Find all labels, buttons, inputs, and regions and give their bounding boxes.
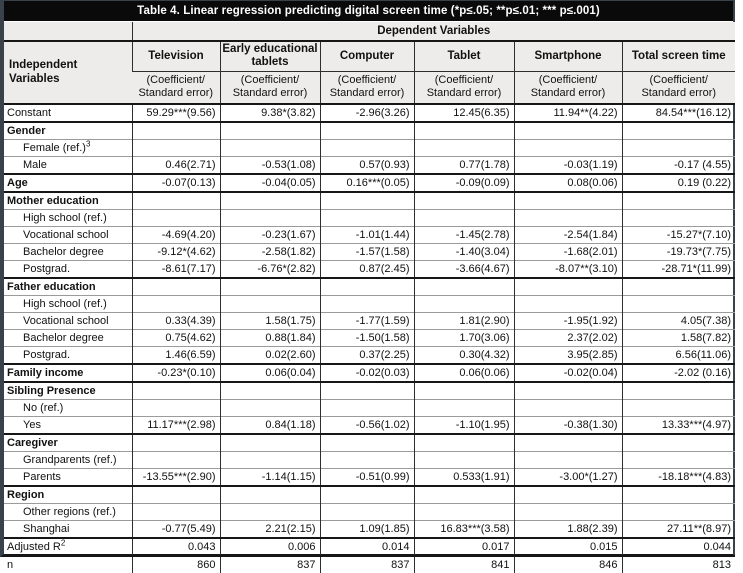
value-cell — [514, 434, 622, 452]
value-cell — [220, 504, 320, 521]
value-cell — [414, 504, 514, 521]
value-cell — [220, 140, 320, 157]
row-label: n — [4, 556, 132, 573]
value-cell: -19.73*(7.75) — [622, 244, 735, 261]
row-label: Postgrad. — [4, 347, 132, 365]
column-header-television: Television — [132, 41, 220, 71]
table-row — [4, 261, 735, 279]
value-cell: 3.95(2.85) — [514, 347, 622, 365]
value-cell — [414, 278, 514, 296]
value-cell — [220, 296, 320, 313]
value-cell — [320, 486, 414, 504]
coefficient-subheader: (Coefficient/ Standard error) — [514, 71, 622, 104]
value-cell — [622, 452, 735, 469]
value-cell: -0.38(1.30) — [514, 417, 622, 435]
value-cell: 837 — [320, 556, 414, 573]
value-cell: -1.45(2.78) — [414, 227, 514, 244]
value-cell: 0.006 — [220, 538, 320, 556]
value-cell: -0.23*(0.10) — [132, 364, 220, 382]
value-cell — [220, 382, 320, 400]
value-cell — [320, 140, 414, 157]
row-label: Gender — [4, 122, 132, 140]
value-cell: -0.53(1.08) — [220, 157, 320, 175]
value-cell: 846 — [514, 556, 622, 573]
row-label: Parents — [4, 469, 132, 487]
value-cell: -13.55***(2.90) — [132, 469, 220, 487]
row-label-superscript: 2 — [60, 538, 66, 548]
value-cell — [414, 486, 514, 504]
row-label: Mother education — [4, 192, 132, 210]
row-label: Vocational school — [4, 227, 132, 244]
row-label: Grandparents (ref.) — [4, 452, 132, 469]
row-label: Sibling Presence — [4, 382, 132, 400]
table-row — [4, 244, 735, 261]
table-row — [4, 556, 735, 573]
value-cell: -0.07(0.13) — [132, 174, 220, 192]
value-cell: 860 — [132, 556, 220, 573]
value-cell: -9.12*(4.62) — [132, 244, 220, 261]
value-cell — [622, 434, 735, 452]
row-label: Age — [4, 174, 132, 192]
value-cell — [220, 486, 320, 504]
value-cell: -0.77(5.49) — [132, 521, 220, 539]
value-cell: 837 — [220, 556, 320, 573]
value-cell — [514, 192, 622, 210]
value-cell — [132, 382, 220, 400]
value-cell — [514, 278, 622, 296]
value-cell — [622, 382, 735, 400]
value-cell — [132, 400, 220, 417]
value-cell: 813 — [622, 556, 735, 573]
value-cell — [514, 486, 622, 504]
value-cell: -0.09(0.09) — [414, 174, 514, 192]
value-cell — [132, 486, 220, 504]
value-cell: -3.00*(1.27) — [514, 469, 622, 487]
value-cell: -0.04(0.05) — [220, 174, 320, 192]
value-cell: 0.06(0.06) — [414, 364, 514, 382]
value-cell — [514, 452, 622, 469]
table-row — [4, 486, 735, 504]
value-cell — [622, 278, 735, 296]
value-cell — [132, 122, 220, 140]
value-cell: 0.46(2.71) — [132, 157, 220, 175]
value-cell: -2.02 (0.16) — [622, 364, 735, 382]
value-cell — [132, 192, 220, 210]
value-cell: -8.07**(3.10) — [514, 261, 622, 279]
value-cell — [514, 382, 622, 400]
value-cell: 0.533(1.91) — [414, 469, 514, 487]
value-cell — [514, 210, 622, 227]
value-cell — [414, 122, 514, 140]
value-cell: -0.17 (4.55) — [622, 157, 735, 175]
row-label: Other regions (ref.) — [4, 504, 132, 521]
value-cell: -2.58(1.82) — [220, 244, 320, 261]
row-label: Family income — [4, 364, 132, 382]
value-cell — [320, 192, 414, 210]
value-cell: 4.05(7.38) — [622, 313, 735, 330]
value-cell — [320, 278, 414, 296]
table-row — [4, 400, 735, 417]
value-cell: 1.58(1.75) — [220, 313, 320, 330]
value-cell — [622, 486, 735, 504]
value-cell: 2.37(2.02) — [514, 330, 622, 347]
value-cell: 0.017 — [414, 538, 514, 556]
table-row — [4, 174, 735, 192]
row-label: High school (ref.) — [4, 210, 132, 227]
value-cell: 0.87(2.45) — [320, 261, 414, 279]
value-cell: -1.10(1.95) — [414, 417, 514, 435]
table-row — [4, 210, 735, 227]
value-cell — [414, 382, 514, 400]
value-cell: -1.77(1.59) — [320, 313, 414, 330]
row-label: Yes — [4, 417, 132, 435]
value-cell: -2.96(3.26) — [320, 104, 414, 122]
value-cell: 0.014 — [320, 538, 414, 556]
row-label: Female $(ref.)^3$ — [4, 140, 132, 157]
value-cell: 11.94**(4.22) — [514, 104, 622, 122]
value-cell: 2.21(2.15) — [220, 521, 320, 539]
value-cell: 16.83***(3.58) — [414, 521, 514, 539]
value-cell — [220, 210, 320, 227]
header-spacer — [4, 22, 132, 41]
value-cell: 1.46(6.59) — [132, 347, 220, 365]
value-cell — [514, 140, 622, 157]
value-cell: -1.01(1.44) — [320, 227, 414, 244]
value-cell — [320, 382, 414, 400]
column-header-early-educational-tablets: Early educational tablets — [220, 41, 320, 71]
value-cell: 0.015 — [514, 538, 622, 556]
value-cell — [220, 434, 320, 452]
value-cell: -2.54(1.84) — [514, 227, 622, 244]
value-cell — [622, 192, 735, 210]
value-cell: 1.88(2.39) — [514, 521, 622, 539]
value-cell — [320, 400, 414, 417]
value-cell — [622, 122, 735, 140]
value-cell — [514, 296, 622, 313]
value-cell: 0.19 (0.22) — [622, 174, 735, 192]
value-cell — [622, 210, 735, 227]
value-cell — [320, 210, 414, 227]
value-cell — [622, 504, 735, 521]
value-cell — [514, 504, 622, 521]
value-cell — [514, 122, 622, 140]
table-row — [4, 521, 735, 539]
value-cell: -1.50(1.58) — [320, 330, 414, 347]
value-cell: 0.08(0.06) — [514, 174, 622, 192]
value-cell — [414, 400, 514, 417]
value-cell: -0.02(0.04) — [514, 364, 622, 382]
value-cell: -28.71*(11.99) — [622, 261, 735, 279]
value-cell: 12.45(6.35) — [414, 104, 514, 122]
table-body — [4, 104, 735, 573]
row-label: Shanghai — [4, 521, 132, 539]
table-row — [4, 504, 735, 521]
value-cell: -1.57(1.58) — [320, 244, 414, 261]
value-cell: 841 — [414, 556, 514, 573]
value-cell: 0.75(4.62) — [132, 330, 220, 347]
value-cell — [132, 140, 220, 157]
column-header-smartphone: Smartphone — [514, 41, 622, 71]
row-label-superscript: 3 — [85, 139, 91, 149]
table-row — [4, 157, 735, 175]
value-cell: 1.09(1.85) — [320, 521, 414, 539]
column-header-tablet: Tablet — [414, 41, 514, 71]
value-cell — [132, 210, 220, 227]
value-cell — [220, 278, 320, 296]
value-cell: 0.30(4.32) — [414, 347, 514, 365]
value-cell: -1.40(3.04) — [414, 244, 514, 261]
value-cell: 0.06(0.04) — [220, 364, 320, 382]
row-label: High school (ref.) — [4, 296, 132, 313]
value-cell: 0.88(1.84) — [220, 330, 320, 347]
value-cell — [220, 400, 320, 417]
table-row — [4, 140, 735, 157]
value-cell: 1.70(3.06) — [414, 330, 514, 347]
table-row — [4, 364, 735, 382]
column-header-computer: Computer — [320, 41, 414, 71]
value-cell: -1.14(1.15) — [220, 469, 320, 487]
value-cell — [320, 434, 414, 452]
table-title: Table 4. Linear regression predicting digital screen time (*p≤.05; **p≤.01; *** p≤.001) — [4, 1, 733, 22]
coefficient-subheader: (Coefficient/ Standard error) — [622, 71, 735, 104]
value-cell: 0.77(1.78) — [414, 157, 514, 175]
table-row — [4, 434, 735, 452]
value-cell: -0.51(0.99) — [320, 469, 414, 487]
table-row — [4, 347, 735, 365]
row-label: Adjusted $R^2$ — [4, 538, 132, 556]
row-label: Father education — [4, 278, 132, 296]
value-cell — [414, 452, 514, 469]
value-cell: 6.56(11.06) — [622, 347, 735, 365]
value-cell: 11.17***(2.98) — [132, 417, 220, 435]
coefficient-subheader: (Coefficient/ Standard error) — [132, 71, 220, 104]
value-cell: 1.81(2.90) — [414, 313, 514, 330]
value-cell — [220, 122, 320, 140]
value-cell: 0.043 — [132, 538, 220, 556]
value-cell: -3.66(4.67) — [414, 261, 514, 279]
value-cell: 59.29***(9.56) — [132, 104, 220, 122]
column-header-total-screen-time: Total screen time — [622, 41, 735, 71]
row-label: Vocational school — [4, 313, 132, 330]
value-cell: -15.27*(7.10) — [622, 227, 735, 244]
table-row — [4, 227, 735, 244]
value-cell: -0.02(0.03) — [320, 364, 414, 382]
value-cell: 0.044 — [622, 538, 735, 556]
row-label: No (ref.) — [4, 400, 132, 417]
value-cell — [622, 296, 735, 313]
value-cell: -0.23(1.67) — [220, 227, 320, 244]
table-row — [4, 417, 735, 435]
value-cell: -6.76*(2.82) — [220, 261, 320, 279]
value-cell — [320, 504, 414, 521]
value-cell: 0.57(0.93) — [320, 157, 414, 175]
table-row — [4, 296, 735, 313]
value-cell: 84.54***(16.12) — [622, 104, 735, 122]
value-cell: -1.68(2.01) — [514, 244, 622, 261]
table-row — [4, 330, 735, 347]
table-row — [4, 313, 735, 330]
row-label: Male — [4, 157, 132, 175]
value-cell: 9.38*(3.82) — [220, 104, 320, 122]
row-label: Postgrad. — [4, 261, 132, 279]
value-cell — [132, 296, 220, 313]
value-cell — [220, 192, 320, 210]
value-cell: 13.33***(4.97) — [622, 417, 735, 435]
value-cell — [320, 122, 414, 140]
value-cell: -1.95(1.92) — [514, 313, 622, 330]
data-table — [4, 22, 735, 573]
value-cell — [132, 434, 220, 452]
value-cell — [414, 192, 514, 210]
table-row — [4, 538, 735, 556]
value-cell: 1.58(7.82) — [622, 330, 735, 347]
coefficient-subheader: (Coefficient/ Standard error) — [414, 71, 514, 104]
value-cell — [132, 504, 220, 521]
independent-variables-header: Independent Variables — [4, 41, 132, 104]
value-cell — [320, 452, 414, 469]
row-label: Caregiver — [4, 434, 132, 452]
value-cell — [514, 400, 622, 417]
value-cell: 0.02(2.60) — [220, 347, 320, 365]
row-label: Region — [4, 486, 132, 504]
value-cell: -0.03(1.19) — [514, 157, 622, 175]
value-cell — [414, 140, 514, 157]
row-label: Constant — [7, 107, 52, 119]
value-cell: 27.11**(8.97) — [622, 521, 735, 539]
table-row — [4, 469, 735, 487]
value-cell: 0.84(1.18) — [220, 417, 320, 435]
value-cell: 0.37(2.25) — [320, 347, 414, 365]
table-row — [4, 278, 735, 296]
row-label: Bachelor degree — [4, 244, 132, 261]
row-label: Bachelor degree — [4, 330, 132, 347]
value-cell — [622, 140, 735, 157]
value-cell — [414, 434, 514, 452]
value-cell: -18.18***(4.83) — [622, 469, 735, 487]
table-row — [4, 122, 735, 140]
value-cell — [414, 210, 514, 227]
value-cell — [414, 296, 514, 313]
value-cell: 0.16***(0.05) — [320, 174, 414, 192]
table-row — [4, 192, 735, 210]
table-row — [4, 104, 735, 122]
value-cell — [220, 452, 320, 469]
value-cell — [622, 400, 735, 417]
value-cell: -4.69(4.20) — [132, 227, 220, 244]
value-cell: -8.61(7.17) — [132, 261, 220, 279]
value-cell — [132, 452, 220, 469]
value-cell — [132, 278, 220, 296]
table-row — [4, 382, 735, 400]
coefficient-subheader: (Coefficient/ Standard error) — [320, 71, 414, 104]
dependent-variables-header: Dependent Variables — [132, 22, 735, 41]
coefficient-subheader: (Coefficient/ Standard error) — [220, 71, 320, 104]
value-cell: -0.56(1.02) — [320, 417, 414, 435]
value-cell — [320, 296, 414, 313]
value-cell: 0.33(4.39) — [132, 313, 220, 330]
table-row — [4, 452, 735, 469]
